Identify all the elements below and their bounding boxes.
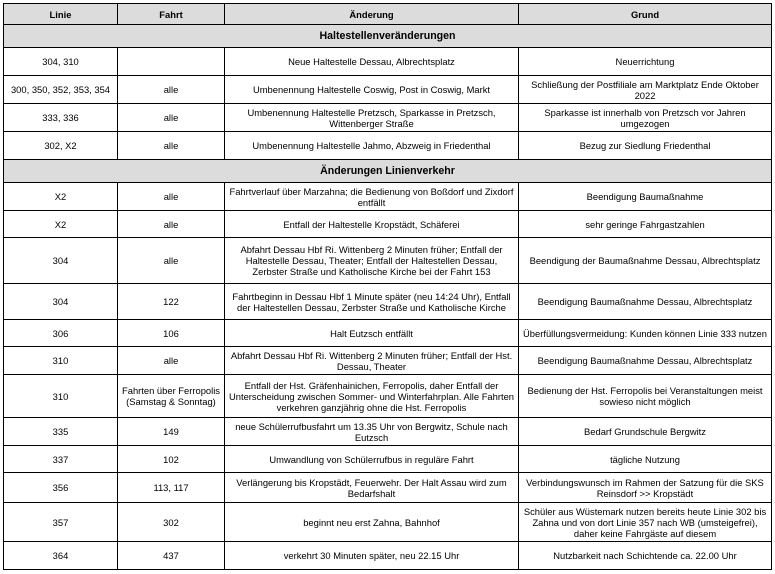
table-row: [4, 320, 772, 347]
header-grund: Grund: [519, 4, 772, 25]
cell-grund: Bezug zur Siedlung Friedenthal: [519, 132, 772, 160]
cell-linie: 300, 350, 352, 353, 354: [4, 76, 118, 104]
cell-grund: Nutzbarkeit nach Schichtende ca. 22.00 Uhr: [519, 542, 772, 570]
cell-fahrt: alle: [118, 183, 225, 211]
cell-linie: 302, X2: [4, 132, 118, 160]
cell-grund: Schließung der Postfiliale am Marktplatz Ende Oktober 2022: [519, 76, 772, 104]
cell-aenderung: Entfall der Hst. Gräfenhainichen, Ferropolis, daher Entfall der Unterscheidung zwischen Sommer- und Winterfahrplan. Alle Fahrten verkehren ganzjährig ohne die Hst. Ferropolis: [225, 375, 519, 418]
table-row: [4, 347, 772, 375]
cell-fahrt: alle: [118, 347, 225, 375]
cell-grund: Verbindungswunsch im Rahmen der Satzung für die SKS Reinsdorf >> Kropstädt: [519, 473, 772, 503]
table-row: [4, 542, 772, 570]
table-row: [4, 473, 772, 503]
cell-aenderung: Neue Haltestelle Dessau, Albrechtsplatz: [225, 48, 519, 76]
cell-grund: Schüler aus Wüstemark nutzen bereits heute Linie 302 bis Zahna und von dort Linie 357 nach WB (umsteigefrei), daher keine Fahrgäste auf diesem: [519, 503, 772, 542]
cell-fahrt: 122: [118, 284, 225, 320]
cell-linie: 333, 336: [4, 104, 118, 132]
cell-fahrt: alle: [118, 238, 225, 284]
cell-linie: 364: [4, 542, 118, 570]
cell-aenderung: verkehrt 30 Minuten später, neu 22.15 Uhr: [225, 542, 519, 570]
cell-aenderung: Abfahrt Dessau Hbf Ri. Wittenberg 2 Minuten früher; Entfall der Haltestelle Dessau, Theater; Entfall der Haltestellen Dessau, Zerbster Straße und Katholische Kirche bei der Fahrt 153: [225, 238, 519, 284]
section-title-linienverkehr: Änderungen Linienverkehr: [4, 160, 772, 183]
cell-grund: tägliche Nutzung: [519, 446, 772, 473]
cell-aenderung: Entfall der Haltestelle Kropstädt, Schäferei: [225, 211, 519, 238]
cell-fahrt: [118, 48, 225, 76]
section-row: [4, 160, 772, 183]
table-row: [4, 76, 772, 104]
cell-fahrt: alle: [118, 132, 225, 160]
cell-linie: X2: [4, 211, 118, 238]
table-row: [4, 446, 772, 473]
cell-grund: Beendigung Baumaßnahme Dessau, Albrechtsplatz: [519, 347, 772, 375]
header-row: [4, 4, 772, 25]
table-row: [4, 375, 772, 418]
cell-fahrt: Fahrten über Ferropolis (Samstag & Sonntag): [118, 375, 225, 418]
cell-aenderung: beginnt neu erst Zahna, Bahnhof: [225, 503, 519, 542]
cell-grund: Bedarf Grundschule Bergwitz: [519, 418, 772, 446]
cell-aenderung: Abfahrt Dessau Hbf Ri. Wittenberg 2 Minuten früher; Entfall der Hst. Dessau, Theater: [225, 347, 519, 375]
cell-aenderung: Umbenennung Haltestelle Coswig, Post in Coswig, Markt: [225, 76, 519, 104]
cell-grund: sehr geringe Fahrgastzahlen: [519, 211, 772, 238]
table-row: [4, 418, 772, 446]
cell-aenderung: Umbenennung Haltestelle Jahmo, Abzweig in Friedenthal: [225, 132, 519, 160]
section-title-haltestellen: Haltestellenveränderungen: [4, 25, 772, 48]
header-linie: Linie: [4, 4, 118, 25]
cell-aenderung: neue Schülerrufbusfahrt um 13.35 Uhr von Bergwitz, Schule nach Eutzsch: [225, 418, 519, 446]
cell-aenderung: Umbenennung Haltestelle Pretzsch, Sparkasse in Pretzsch, Wittenberger Straße: [225, 104, 519, 132]
cell-linie: X2: [4, 183, 118, 211]
cell-aenderung: Umwandlung von Schülerrufbus in reguläre Fahrt: [225, 446, 519, 473]
table-row: [4, 211, 772, 238]
cell-linie: 310: [4, 347, 118, 375]
cell-fahrt: 437: [118, 542, 225, 570]
header-fahrt: Fahrt: [118, 4, 225, 25]
table-row: [4, 284, 772, 320]
cell-fahrt: 149: [118, 418, 225, 446]
cell-aenderung: Fahrtverlauf über Marzahna; die Bedienung von Boßdorf und Zixdorf entfällt: [225, 183, 519, 211]
table-row: [4, 132, 772, 160]
cell-aenderung: Fahrtbeginn in Dessau Hbf 1 Minute später (neu 14:24 Uhr), Entfall der Haltestellen Dessau, Zerbster Straße und Katholische Kirche: [225, 284, 519, 320]
cell-fahrt: alle: [118, 211, 225, 238]
table-row: [4, 503, 772, 542]
cell-linie: 356: [4, 473, 118, 503]
cell-grund: Bedienung der Hst. Ferropolis bei Veranstaltungen meist sowieso nicht möglich: [519, 375, 772, 418]
cell-fahrt: alle: [118, 76, 225, 104]
cell-grund: Beendigung der Baumaßnahme Dessau, Albrechtsplatz: [519, 238, 772, 284]
header-aenderung: Änderung: [225, 4, 519, 25]
cell-linie: 335: [4, 418, 118, 446]
change-table-container: [3, 3, 772, 570]
table-row: [4, 183, 772, 211]
cell-linie: 304: [4, 284, 118, 320]
cell-linie: 357: [4, 503, 118, 542]
cell-fahrt: 106: [118, 320, 225, 347]
cell-grund: Neuerrichtung: [519, 48, 772, 76]
cell-grund: Überfüllungsvermeidung: Kunden können Linie 333 nutzen: [519, 320, 772, 347]
cell-linie: 306: [4, 320, 118, 347]
section-row: [4, 25, 772, 48]
table-row: [4, 104, 772, 132]
cell-grund: Beendigung Baumaßnahme: [519, 183, 772, 211]
cell-grund: Beendigung Baumaßnahme Dessau, Albrechtsplatz: [519, 284, 772, 320]
cell-linie: 310: [4, 375, 118, 418]
cell-fahrt: 302: [118, 503, 225, 542]
change-table: [3, 3, 772, 570]
cell-linie: 337: [4, 446, 118, 473]
cell-fahrt: alle: [118, 104, 225, 132]
cell-fahrt: 102: [118, 446, 225, 473]
cell-linie: 304: [4, 238, 118, 284]
cell-linie: 304, 310: [4, 48, 118, 76]
table-row: [4, 48, 772, 76]
cell-fahrt: 113, 117: [118, 473, 225, 503]
cell-grund: Sparkasse ist innerhalb von Pretzsch vor Jahren umgezogen: [519, 104, 772, 132]
cell-aenderung: Verlängerung bis Kropstädt, Feuerwehr. Der Halt Assau wird zum Bedarfshalt: [225, 473, 519, 503]
table-row: [4, 238, 772, 284]
cell-aenderung: Halt Eutzsch entfällt: [225, 320, 519, 347]
